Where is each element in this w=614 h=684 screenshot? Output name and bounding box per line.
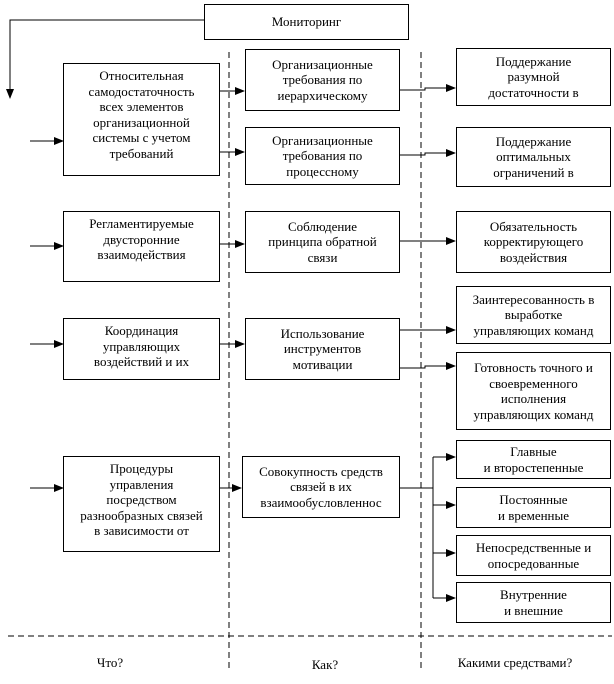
means-text: Внутренние и внешние bbox=[500, 587, 567, 618]
means-box-direct-indirect bbox=[456, 535, 611, 576]
means-box-permanent-temporary bbox=[456, 487, 611, 528]
monitoring-label: Мониторинг bbox=[271, 14, 342, 30]
means-text: Обязательность корректирующего воздействия bbox=[483, 218, 584, 265]
how-box-connections bbox=[242, 456, 400, 518]
what-text: Координация управляющих воздействий и их bbox=[93, 323, 190, 369]
how-to-means-arrows bbox=[399, 88, 455, 598]
means-box-optimal-constraints bbox=[456, 127, 611, 187]
input-arrows bbox=[30, 141, 63, 488]
how-box-process bbox=[245, 127, 400, 185]
means-text: Поддержание разумной достаточности в bbox=[488, 53, 579, 100]
how-text: Соблюдение принципа обратной связи bbox=[268, 218, 377, 265]
how-box-feedback bbox=[245, 211, 400, 273]
column-label-what: Что? bbox=[96, 655, 124, 670]
column-label-how: Как? bbox=[311, 657, 339, 672]
means-text: Главные и второстепенные bbox=[483, 444, 584, 475]
column-label-means: Какими средствами? bbox=[457, 655, 573, 670]
how-text: Использование инструментов мотивации bbox=[280, 325, 365, 372]
what-text: Регламентируемые двусторонние взаимодействия bbox=[89, 216, 194, 262]
how-text: Совокупность средств связей в их взаимообусловленнос bbox=[259, 463, 383, 510]
what-box-procedures bbox=[63, 456, 220, 552]
means-box-reasonable-sufficiency bbox=[456, 48, 611, 106]
what-box-regulated-interactions bbox=[63, 211, 220, 282]
how-text: Организационные требования по иерархическому bbox=[272, 56, 373, 103]
how-text: Организационные требования по процессному bbox=[272, 132, 373, 179]
what-text: Процедуры управления посредством разнообразных связей в зависимости от bbox=[80, 461, 203, 538]
what-box-self-sufficiency bbox=[63, 63, 220, 176]
means-box-interest bbox=[456, 286, 611, 344]
means-text: Готовность точного и своевременного исполнения управляющих команд bbox=[473, 360, 594, 422]
means-text: Постоянные и временные bbox=[497, 492, 570, 523]
means-text: Поддержание оптимальных ограничений в bbox=[493, 133, 574, 180]
means-box-main-secondary bbox=[456, 440, 611, 479]
means-box-readiness bbox=[456, 352, 611, 430]
means-box-internal-external bbox=[456, 582, 611, 623]
what-box-coordination bbox=[63, 318, 220, 380]
means-text: Заинтересованность в выработке управляющих команд bbox=[472, 291, 595, 338]
what-text: Относительная самодостаточность всех элементов организационной системы с учетом требований bbox=[88, 68, 195, 161]
how-box-motivation bbox=[245, 318, 400, 380]
means-box-corrective-action bbox=[456, 211, 611, 273]
means-text: Непосредственные и опосредованные bbox=[475, 540, 592, 571]
monitoring-box bbox=[204, 4, 409, 40]
how-box-hierarchical bbox=[245, 49, 400, 111]
what-to-how-arrows bbox=[220, 91, 244, 488]
